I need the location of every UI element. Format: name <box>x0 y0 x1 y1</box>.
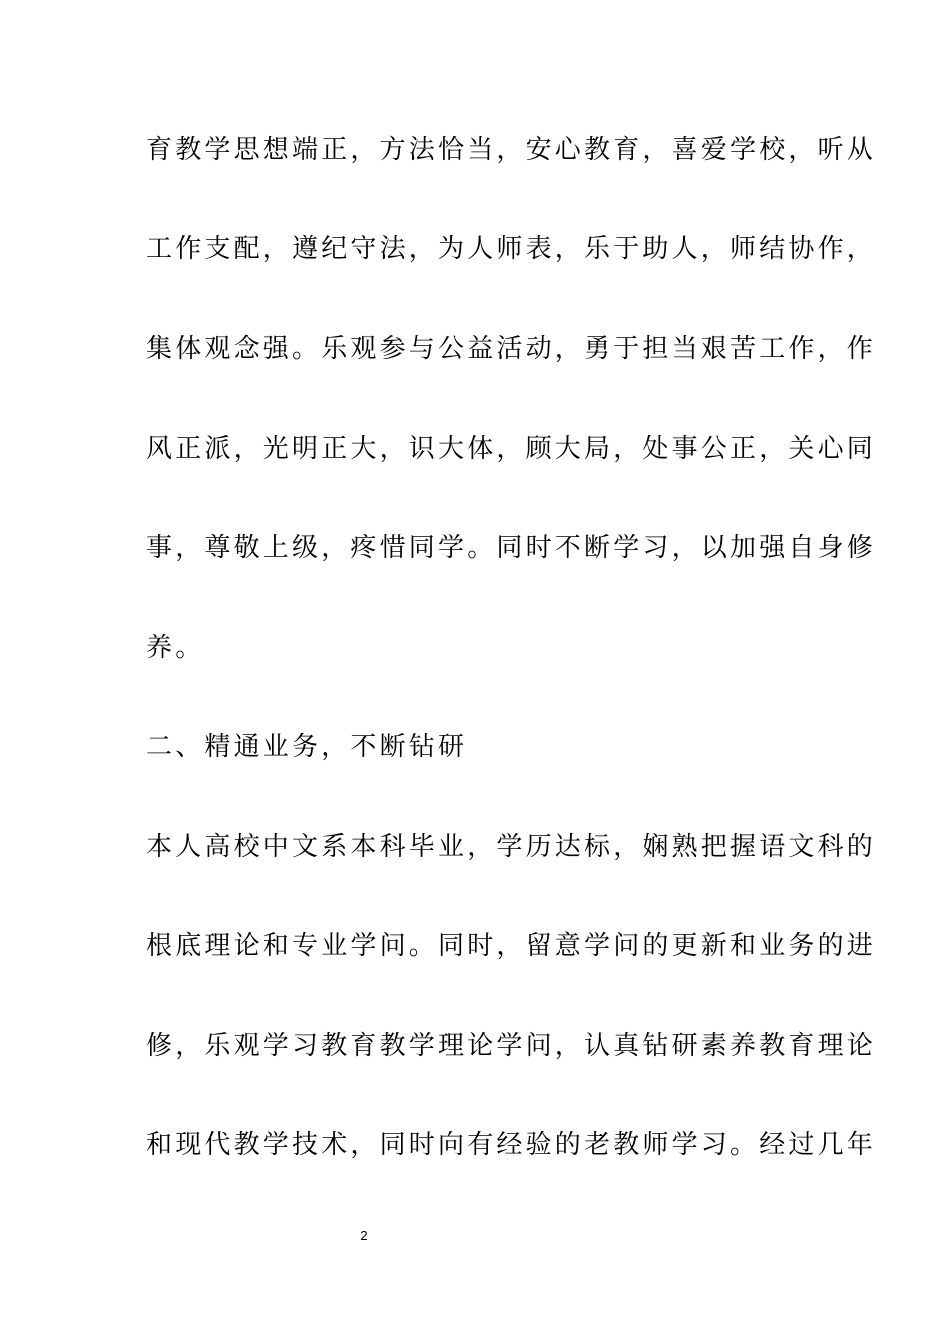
text-line: 修，乐观学习教育教学理论学问，认真钻研素养教育理论 <box>146 1031 877 1061</box>
text-line: 根底理论和专业学问。同时，留意学问的更新和业务的进 <box>146 931 877 961</box>
text-line: 事，尊敬上级，疼惜同学。同时不断学习，以加强自身修 <box>146 533 877 563</box>
text-line: 养。 <box>146 633 205 663</box>
page-number: 2 <box>360 1228 368 1243</box>
text-line: 风正派，光明正大，识大体，顾大局，处事公正，关心同 <box>146 434 877 464</box>
text-line: 工作支配，遵纪守法，为人师表，乐于助人，师结协作， <box>146 234 877 264</box>
section-heading: 二、精通业务，不断钻研 <box>146 732 468 762</box>
text-line: 本人高校中文系本科毕业，学历达标，娴熟把握语文科的 <box>146 832 877 862</box>
text-line: 和现代教学技术，同时向有经验的老教师学习。经过几年 <box>146 1130 877 1160</box>
text-line: 育教学思想端正，方法恰当，安心教育，喜爱学校，听从 <box>146 135 877 165</box>
text-line: 集体观念强。乐观参与公益活动，勇于担当艰苦工作，作 <box>146 334 877 364</box>
